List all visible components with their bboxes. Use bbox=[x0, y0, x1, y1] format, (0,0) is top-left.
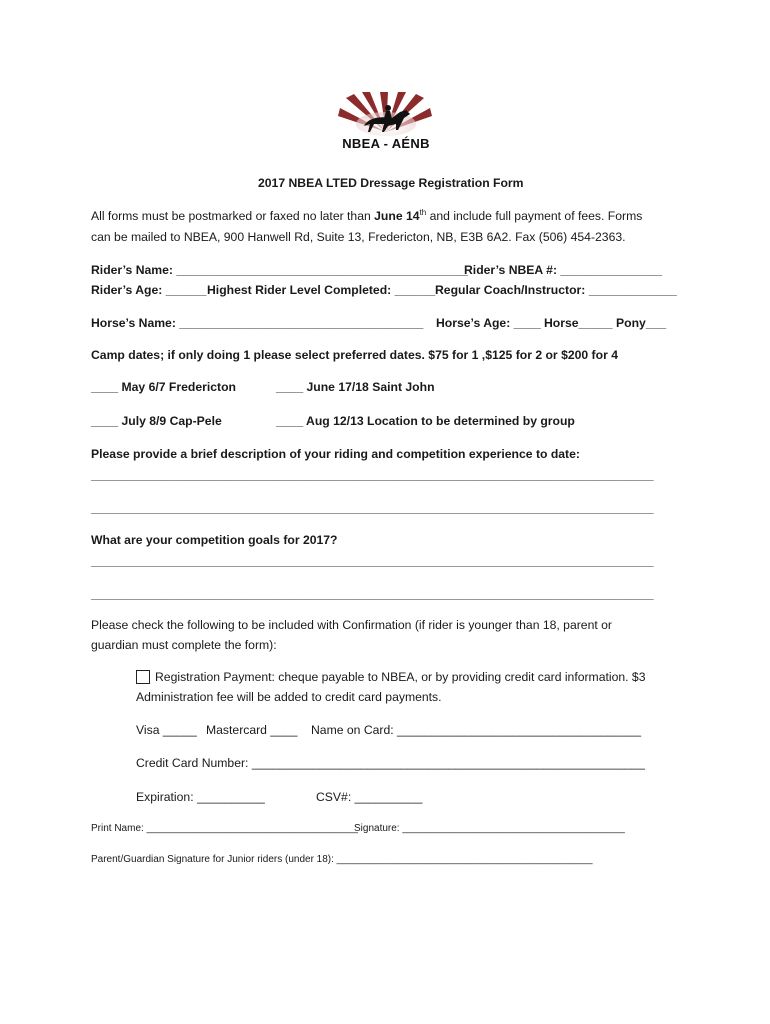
signature-field[interactable]: Signature: ________________________________________ bbox=[354, 823, 625, 834]
name-on-card-field[interactable]: Name on Card: ____________________________________ bbox=[311, 723, 642, 737]
intro-post: and include full payment of fees. Forms bbox=[426, 209, 643, 223]
expiration-field[interactable]: Expiration: __________ bbox=[136, 790, 265, 804]
intro-pre: All forms must be postmarked or faxed no later than bbox=[91, 209, 375, 223]
registration-payment-checkbox[interactable] bbox=[136, 670, 150, 684]
camp-prompt: Camp dates; if only doing 1 please select preferred dates. $75 for 1 ,$125 for 2 or $200 for 4 bbox=[91, 348, 618, 362]
camp-date-option[interactable]: ____ July 8/9 Cap-Pele bbox=[91, 414, 222, 428]
pony-type-field[interactable]: Pony___ bbox=[616, 316, 667, 330]
coach-field[interactable]: Regular Coach/Instructor: _____________ bbox=[435, 283, 677, 297]
goals-prompt: What are your competition goals for 2017? bbox=[91, 533, 338, 547]
goals-answer-line[interactable]: ___________________________________________________________________________________ bbox=[91, 587, 654, 601]
rider-age-field[interactable]: Rider’s Age: ______ bbox=[91, 283, 207, 297]
nbea-logo bbox=[336, 92, 436, 158]
highest-level-field[interactable]: Highest Rider Level Completed: ______ bbox=[207, 283, 436, 297]
camp-date-option[interactable]: ____ Aug 12/13 Location to be determined by group bbox=[276, 414, 575, 428]
rider-name-field[interactable]: Rider’s Name: ___________________________________________ bbox=[91, 263, 468, 277]
intro-line-1 bbox=[91, 209, 642, 223]
credit-card-number-field[interactable]: Credit Card Number: __________________________________________________________ bbox=[136, 756, 645, 770]
horse-name-field[interactable]: Horse’s Name: ____________________________________ bbox=[91, 316, 424, 330]
horse-rider-logo-icon bbox=[336, 92, 436, 138]
goals-answer-line[interactable]: ___________________________________________________________________________________ bbox=[91, 554, 654, 568]
visa-field[interactable]: Visa _____ bbox=[136, 723, 197, 737]
confirmation-line-1: Please check the following to be included with Confirmation (if rider is younger than 18, parent or bbox=[91, 618, 612, 632]
horse-type-field[interactable]: Horse_____ bbox=[544, 316, 613, 330]
form-title: 2017 NBEA LTED Dressage Registration Form bbox=[258, 176, 524, 190]
experience-prompt: Please provide a brief description of your riding and competition experience to date: bbox=[91, 447, 580, 461]
rider-nbea-number-field[interactable]: Rider’s NBEA #: _______________ bbox=[464, 263, 663, 277]
csv-field[interactable]: CSV#: __________ bbox=[316, 790, 423, 804]
camp-date-option[interactable]: ____ June 17/18 Saint John bbox=[276, 380, 435, 394]
logo-text: NBEA - AÉNB bbox=[342, 136, 430, 151]
horse-age-field[interactable]: Horse’s Age: ____ bbox=[436, 316, 541, 330]
deadline-suffix: th bbox=[419, 207, 427, 217]
print-name-field[interactable]: Print Name: ______________________________________ bbox=[91, 823, 358, 834]
payment-line-1: Registration Payment: cheque payable to NBEA, or by providing credit card information. $3 bbox=[155, 670, 646, 684]
camp-date-option[interactable]: ____ May 6/7 Fredericton bbox=[91, 380, 236, 394]
guardian-signature-field[interactable]: Parent/Guardian Signature for Junior riders (under 18): ______________________________________________ bbox=[91, 854, 593, 865]
confirmation-line-2: guardian must complete the form): bbox=[91, 638, 277, 652]
deadline-date: June 14 bbox=[374, 209, 420, 223]
experience-answer-line[interactable]: ___________________________________________________________________________________ bbox=[91, 501, 654, 515]
mastercard-field[interactable]: Mastercard ____ bbox=[206, 723, 298, 737]
experience-answer-line[interactable]: ___________________________________________________________________________________ bbox=[91, 468, 654, 482]
intro-line-2: can be mailed to NBEA, 900 Hanwell Rd, Suite 13, Fredericton, NB, E3B 6A2. Fax (506) 454-2363. bbox=[91, 230, 626, 244]
payment-line-2: Administration fee will be added to credit card payments. bbox=[136, 690, 442, 704]
